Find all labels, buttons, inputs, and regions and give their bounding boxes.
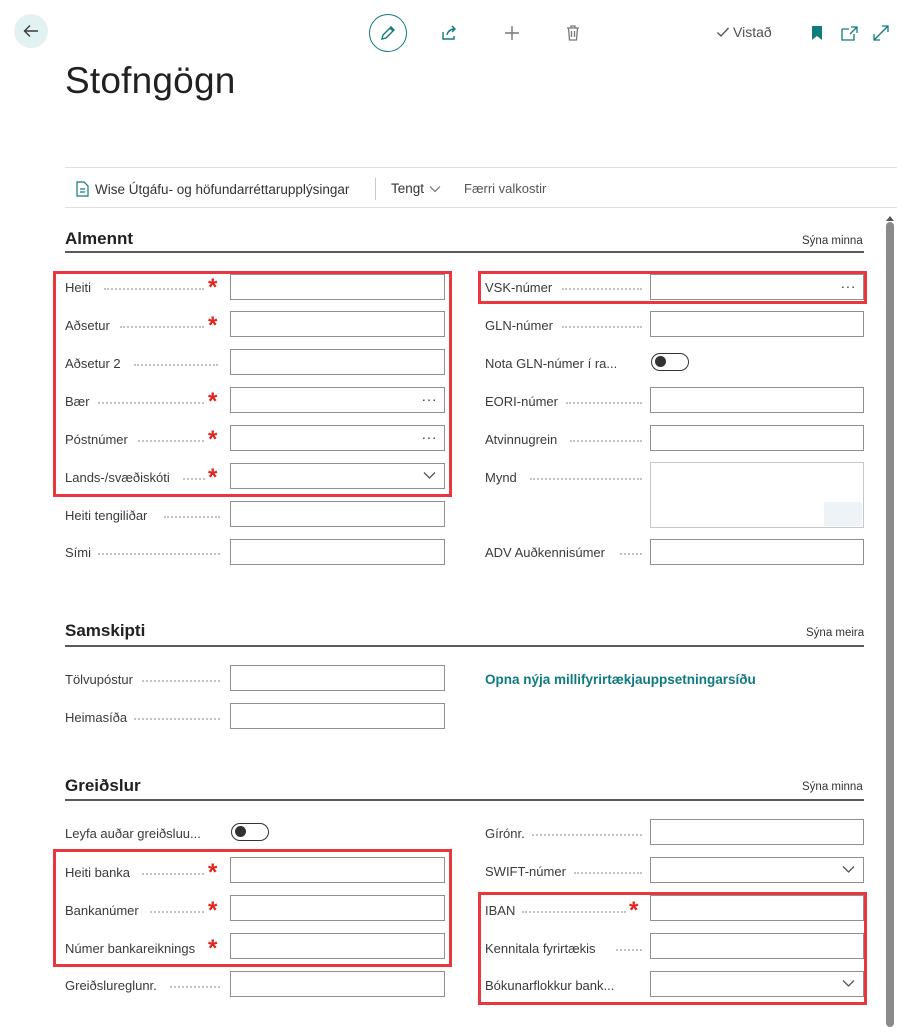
giro-input[interactable] [650,819,864,845]
required-asterisk: * [208,388,218,415]
caret-up-icon [885,214,895,222]
homepage-input[interactable] [230,703,445,729]
wise-action[interactable] [75,181,349,197]
expand-button[interactable] [866,18,896,48]
chevron-down-icon [842,865,855,874]
company-id-label: Kennitala fyrirtækis [485,941,596,956]
picture-thumbnail [824,502,862,526]
leader-dots [98,553,220,555]
check-icon [716,25,730,39]
swift-select[interactable] [650,857,864,883]
required-asterisk: * [208,859,218,886]
post-code-label: Póstnúmer [65,432,128,447]
highlight-box [53,849,452,967]
leader-dots [530,478,642,480]
fewer-options-label: Færri valkostir [464,181,547,196]
name-label: Heiti [65,280,92,295]
bookmark-icon [811,25,823,41]
action-bar-top-divider [65,167,897,168]
pencil-icon [379,24,397,42]
fewer-options-button[interactable] [464,181,546,196]
eori-input[interactable] [650,387,864,413]
required-asterisk: * [208,897,218,924]
page-title: Stofngögn [65,60,236,101]
homepage-label: Heimasíða [65,710,128,725]
leader-dots [562,326,642,328]
required-asterisk: * [208,312,218,339]
swift-label: SWIFT-númer [485,864,566,879]
action-bar-bottom-divider [65,207,897,208]
related-menu[interactable] [391,181,441,196]
payment-routing-input[interactable] [230,971,445,997]
leader-dots [570,440,642,442]
required-asterisk: * [208,935,218,962]
gln-label: GLN-númer [485,318,553,333]
leader-dots [142,680,220,682]
saved-label: Vistað [733,24,772,40]
eori-label: EORI-númer [485,394,558,409]
gln-input[interactable] [650,311,864,337]
picture-label: Mynd [485,470,517,485]
share-icon [440,24,458,42]
section-divider [65,799,864,801]
intercompany-setup-link[interactable]: Opna nýja millifyrirtækjauppsetningarsíðu [485,672,756,687]
leader-dots [574,872,642,874]
required-asterisk: * [208,274,218,301]
delete-button[interactable] [558,18,588,48]
leader-dots [164,516,220,518]
open-new-window-button[interactable] [834,18,864,48]
industry-label: Atvinnugrein [485,432,558,447]
arrow-left-icon [22,22,40,40]
highlight-box [53,271,452,497]
phone-label: Sími [65,545,91,560]
allow-blank-toggle[interactable] [231,823,269,841]
leader-dots [620,553,642,555]
section-title-general: Almennt [65,229,133,248]
use-gln-toggle[interactable] [651,353,689,371]
bank-branch-label: Bankanúmer [65,903,139,918]
email-label: Tölvupóstur [65,672,133,687]
bank-account-label: Númer bankareiknings [65,941,196,956]
payments-show-less[interactable]: Sýna minna [802,781,863,793]
lookup-ellipsis-icon[interactable]: ··· [421,391,437,407]
open-in-new-window-icon [841,26,858,41]
picture-box[interactable] [650,462,864,528]
saved-status [716,24,772,40]
toggle-knob [235,826,246,837]
address-label: Aðsetur [65,318,110,333]
vertical-scrollbar[interactable] [886,222,894,1027]
country-label: Lands-/svæðiskóti [65,470,170,485]
required-asterisk: * [208,464,218,491]
bank-name-label: Heiti banka [65,865,131,880]
edit-button[interactable] [369,14,407,52]
new-button[interactable] [497,18,527,48]
section-divider [65,251,864,253]
leader-dots [170,986,220,988]
trash-icon [565,24,581,42]
city-label: Bær [65,394,90,409]
lookup-ellipsis-icon[interactable]: ··· [421,429,437,445]
general-show-less[interactable]: Sýna minna [802,235,863,247]
industry-input[interactable] [650,425,864,451]
action-separator [375,178,376,200]
adv-label: ADV Auðkennisúmer [485,545,605,560]
communication-show-more[interactable]: Sýna meira [806,627,865,639]
lookup-ellipsis-icon[interactable]: ··· [840,278,856,294]
giro-label: Gírónr. [485,826,525,841]
highlight-box [478,892,867,1005]
document-info-icon [75,181,90,197]
required-asterisk: * [208,426,218,453]
required-asterisk: * [629,897,639,924]
chevron-down-icon [429,185,441,193]
email-input[interactable] [230,665,445,691]
wise-action-label: Wise Útgáfu- og höfundarréttarupplýsingar [95,181,350,197]
allow-blank-label: Leyfa auðar greiðsluu... [65,826,201,841]
bank-posting-label: Bókunarflokkur bank... [485,978,615,993]
share-button[interactable] [434,18,464,48]
back-button[interactable] [14,14,48,48]
contact-label: Heiti tengiliðar [65,508,148,523]
section-title-communication: Samskipti [65,621,146,640]
related-menu-label: Tengt [391,181,425,196]
contact-input[interactable] [230,501,445,527]
leader-dots [532,834,642,836]
toggle-knob [655,356,666,367]
vat-label: VSK-númer [485,280,553,295]
iban-label: IBAN [485,903,516,918]
phone-input[interactable] [230,539,445,565]
adv-input[interactable] [650,539,864,565]
payment-routing-label: Greiðslureglunr. [65,978,157,993]
highlight-box [478,271,867,304]
address2-label: Aðsetur 2 [65,356,121,371]
plus-icon [503,24,521,42]
leader-dots [134,718,220,720]
section-title-payments: Greiðslur [65,776,141,795]
use-gln-label: Nota GLN-númer í ra... [485,356,618,371]
leader-dots [566,402,642,404]
bookmark-button[interactable] [802,18,832,48]
section-divider [65,645,864,647]
expand-icon [873,25,889,41]
